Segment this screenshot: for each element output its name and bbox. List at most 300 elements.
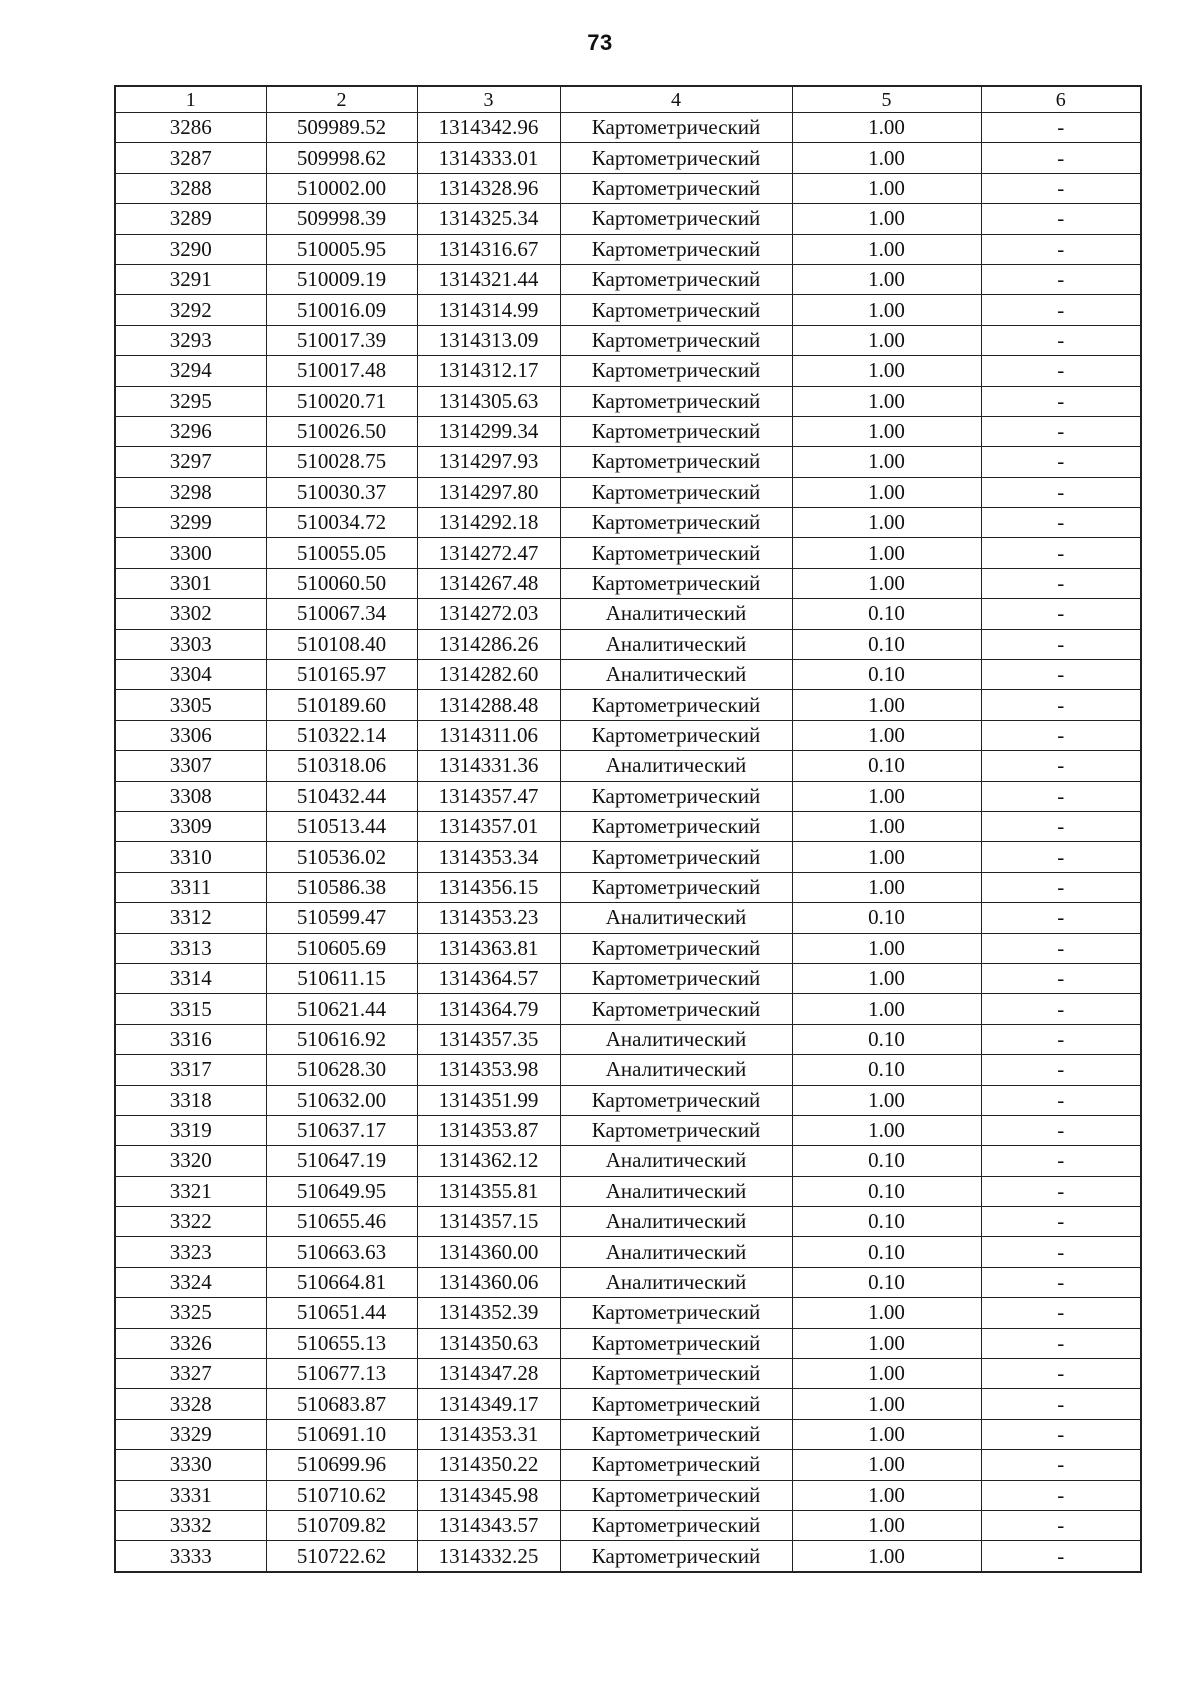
accuracy-cell: 1.00	[792, 1115, 981, 1145]
y-coordinate-cell: 1314312.17	[417, 356, 560, 386]
y-coordinate-cell: 1314351.99	[417, 1085, 560, 1115]
method-cell: Аналитический	[560, 629, 792, 659]
y-coordinate-cell: 1314342.96	[417, 113, 560, 143]
point-number-cell: 3306	[115, 720, 266, 750]
column-header: 6	[981, 86, 1141, 113]
y-coordinate-cell: 1314360.00	[417, 1237, 560, 1267]
y-coordinate-cell: 1314363.81	[417, 933, 560, 963]
y-coordinate-cell: 1314357.01	[417, 811, 560, 841]
accuracy-cell: 0.10	[792, 1024, 981, 1054]
table-row	[115, 720, 1141, 750]
x-coordinate-cell: 510016.09	[266, 295, 417, 325]
table-row	[115, 933, 1141, 963]
y-coordinate-cell: 1314292.18	[417, 508, 560, 538]
note-cell: -	[981, 751, 1141, 781]
method-cell: Картометрический	[560, 477, 792, 507]
table-row	[115, 447, 1141, 477]
x-coordinate-cell: 510002.00	[266, 173, 417, 203]
point-number-cell: 3286	[115, 113, 266, 143]
point-number-cell: 3302	[115, 599, 266, 629]
method-cell: Картометрический	[560, 1298, 792, 1328]
point-number-cell: 3311	[115, 872, 266, 902]
note-cell: -	[981, 447, 1141, 477]
table-row	[115, 872, 1141, 902]
method-cell: Картометрический	[560, 963, 792, 993]
note-cell: -	[981, 1237, 1141, 1267]
table-row	[115, 1055, 1141, 1085]
accuracy-cell: 1.00	[792, 143, 981, 173]
note-cell: -	[981, 204, 1141, 234]
point-number-cell: 3332	[115, 1510, 266, 1540]
x-coordinate-cell: 510637.17	[266, 1115, 417, 1145]
x-coordinate-cell: 510318.06	[266, 751, 417, 781]
method-cell: Картометрический	[560, 1359, 792, 1389]
table-row	[115, 234, 1141, 264]
y-coordinate-cell: 1314360.06	[417, 1267, 560, 1297]
method-cell: Аналитический	[560, 1146, 792, 1176]
method-cell: Картометрический	[560, 1450, 792, 1480]
method-cell: Картометрический	[560, 264, 792, 294]
accuracy-cell: 1.00	[792, 690, 981, 720]
x-coordinate-cell: 510189.60	[266, 690, 417, 720]
y-coordinate-cell: 1314286.26	[417, 629, 560, 659]
x-coordinate-cell: 509998.62	[266, 143, 417, 173]
accuracy-cell: 1.00	[792, 386, 981, 416]
accuracy-cell: 1.00	[792, 1085, 981, 1115]
page-number: 73	[587, 30, 613, 55]
method-cell: Картометрический	[560, 568, 792, 598]
method-cell: Картометрический	[560, 811, 792, 841]
method-cell: Картометрический	[560, 781, 792, 811]
y-coordinate-cell: 1314305.63	[417, 386, 560, 416]
point-number-cell: 3287	[115, 143, 266, 173]
x-coordinate-cell: 510060.50	[266, 568, 417, 598]
y-coordinate-cell: 1314345.98	[417, 1480, 560, 1510]
header-row	[115, 86, 1141, 113]
column-header: 5	[792, 86, 981, 113]
method-cell: Картометрический	[560, 508, 792, 538]
method-cell: Картометрический	[560, 356, 792, 386]
method-cell: Картометрический	[560, 1389, 792, 1419]
x-coordinate-cell: 510322.14	[266, 720, 417, 750]
point-number-cell: 3330	[115, 1450, 266, 1480]
table-row	[115, 1085, 1141, 1115]
y-coordinate-cell: 1314267.48	[417, 568, 560, 598]
table-row	[115, 1359, 1141, 1389]
y-coordinate-cell: 1314353.34	[417, 842, 560, 872]
note-cell: -	[981, 1328, 1141, 1358]
table-row	[115, 629, 1141, 659]
note-cell: -	[981, 1541, 1141, 1572]
note-cell: -	[981, 1055, 1141, 1085]
table-row	[115, 1419, 1141, 1449]
y-coordinate-cell: 1314349.17	[417, 1389, 560, 1419]
table-body	[115, 113, 1141, 1572]
y-coordinate-cell: 1314355.81	[417, 1176, 560, 1206]
y-coordinate-cell: 1314353.23	[417, 903, 560, 933]
accuracy-cell: 1.00	[792, 872, 981, 902]
x-coordinate-cell: 509998.39	[266, 204, 417, 234]
x-coordinate-cell: 510005.95	[266, 234, 417, 264]
method-cell: Картометрический	[560, 416, 792, 446]
x-coordinate-cell: 510017.48	[266, 356, 417, 386]
x-coordinate-cell: 510108.40	[266, 629, 417, 659]
table-row	[115, 1207, 1141, 1237]
accuracy-cell: 0.10	[792, 1146, 981, 1176]
note-cell: -	[981, 842, 1141, 872]
note-cell: -	[981, 933, 1141, 963]
y-coordinate-cell: 1314331.36	[417, 751, 560, 781]
x-coordinate-cell: 510647.19	[266, 1146, 417, 1176]
note-cell: -	[981, 1419, 1141, 1449]
method-cell: Картометрический	[560, 842, 792, 872]
point-number-cell: 3314	[115, 963, 266, 993]
note-cell: -	[981, 416, 1141, 446]
x-coordinate-cell: 510028.75	[266, 447, 417, 477]
table-row	[115, 477, 1141, 507]
table-row	[115, 264, 1141, 294]
point-number-cell: 3307	[115, 751, 266, 781]
y-coordinate-cell: 1314364.57	[417, 963, 560, 993]
note-cell: -	[981, 1176, 1141, 1206]
point-number-cell: 3321	[115, 1176, 266, 1206]
accuracy-cell: 0.10	[792, 1176, 981, 1206]
y-coordinate-cell: 1314333.01	[417, 143, 560, 173]
method-cell: Картометрический	[560, 173, 792, 203]
method-cell: Аналитический	[560, 1024, 792, 1054]
method-cell: Картометрический	[560, 1510, 792, 1540]
table-row	[115, 660, 1141, 690]
note-cell: -	[981, 386, 1141, 416]
accuracy-cell: 1.00	[792, 204, 981, 234]
table-row	[115, 811, 1141, 841]
note-cell: -	[981, 234, 1141, 264]
x-coordinate-cell: 509989.52	[266, 113, 417, 143]
method-cell: Картометрический	[560, 447, 792, 477]
table-row	[115, 295, 1141, 325]
accuracy-cell: 1.00	[792, 811, 981, 841]
y-coordinate-cell: 1314316.67	[417, 234, 560, 264]
y-coordinate-cell: 1314321.44	[417, 264, 560, 294]
point-number-cell: 3313	[115, 933, 266, 963]
x-coordinate-cell: 510710.62	[266, 1480, 417, 1510]
method-cell: Картометрический	[560, 720, 792, 750]
accuracy-cell: 1.00	[792, 1510, 981, 1540]
method-cell: Картометрический	[560, 143, 792, 173]
point-number-cell: 3322	[115, 1207, 266, 1237]
table-row	[115, 1389, 1141, 1419]
method-cell: Картометрический	[560, 1419, 792, 1449]
accuracy-cell: 1.00	[792, 325, 981, 355]
table-row	[115, 1115, 1141, 1145]
x-coordinate-cell: 510030.37	[266, 477, 417, 507]
point-number-cell: 3292	[115, 295, 266, 325]
point-number-cell: 3326	[115, 1328, 266, 1358]
y-coordinate-cell: 1314299.34	[417, 416, 560, 446]
accuracy-cell: 1.00	[792, 508, 981, 538]
x-coordinate-cell: 510649.95	[266, 1176, 417, 1206]
y-coordinate-cell: 1314313.09	[417, 325, 560, 355]
x-coordinate-cell: 510009.19	[266, 264, 417, 294]
accuracy-cell: 0.10	[792, 1055, 981, 1085]
x-coordinate-cell: 510677.13	[266, 1359, 417, 1389]
accuracy-cell: 1.00	[792, 173, 981, 203]
x-coordinate-cell: 510621.44	[266, 994, 417, 1024]
method-cell: Картометрический	[560, 113, 792, 143]
method-cell: Картометрический	[560, 690, 792, 720]
y-coordinate-cell: 1314288.48	[417, 690, 560, 720]
y-coordinate-cell: 1314353.31	[417, 1419, 560, 1449]
table-row	[115, 1024, 1141, 1054]
x-coordinate-cell: 510663.63	[266, 1237, 417, 1267]
y-coordinate-cell: 1314353.98	[417, 1055, 560, 1085]
point-number-cell: 3290	[115, 234, 266, 264]
x-coordinate-cell: 510067.34	[266, 599, 417, 629]
note-cell: -	[981, 538, 1141, 568]
note-cell: -	[981, 113, 1141, 143]
method-cell: Аналитический	[560, 1207, 792, 1237]
method-cell: Картометрический	[560, 204, 792, 234]
y-coordinate-cell: 1314350.63	[417, 1328, 560, 1358]
table-row	[115, 963, 1141, 993]
table-row	[115, 1450, 1141, 1480]
y-coordinate-cell: 1314357.35	[417, 1024, 560, 1054]
note-cell: -	[981, 1480, 1141, 1510]
accuracy-cell: 0.10	[792, 903, 981, 933]
x-coordinate-cell: 510632.00	[266, 1085, 417, 1115]
accuracy-cell: 1.00	[792, 1328, 981, 1358]
table-row	[115, 356, 1141, 386]
point-number-cell: 3319	[115, 1115, 266, 1145]
method-cell: Аналитический	[560, 599, 792, 629]
y-coordinate-cell: 1314352.39	[417, 1298, 560, 1328]
accuracy-cell: 1.00	[792, 538, 981, 568]
table-row	[115, 1298, 1141, 1328]
point-number-cell: 3298	[115, 477, 266, 507]
y-coordinate-cell: 1314282.60	[417, 660, 560, 690]
accuracy-cell: 1.00	[792, 234, 981, 264]
note-cell: -	[981, 629, 1141, 659]
x-coordinate-cell: 510709.82	[266, 1510, 417, 1540]
note-cell: -	[981, 325, 1141, 355]
table-row	[115, 416, 1141, 446]
accuracy-cell: 1.00	[792, 1419, 981, 1449]
y-coordinate-cell: 1314297.93	[417, 447, 560, 477]
table-row	[115, 1267, 1141, 1297]
point-number-cell: 3295	[115, 386, 266, 416]
note-cell: -	[981, 1207, 1141, 1237]
y-coordinate-cell: 1314311.06	[417, 720, 560, 750]
x-coordinate-cell: 510536.02	[266, 842, 417, 872]
point-number-cell: 3312	[115, 903, 266, 933]
x-coordinate-cell: 510628.30	[266, 1055, 417, 1085]
note-cell: -	[981, 599, 1141, 629]
y-coordinate-cell: 1314272.03	[417, 599, 560, 629]
accuracy-cell: 1.00	[792, 1541, 981, 1572]
table-row	[115, 508, 1141, 538]
method-cell: Картометрический	[560, 872, 792, 902]
note-cell: -	[981, 173, 1141, 203]
point-number-cell: 3293	[115, 325, 266, 355]
accuracy-cell: 1.00	[792, 1298, 981, 1328]
point-number-cell: 3327	[115, 1359, 266, 1389]
method-cell: Аналитический	[560, 751, 792, 781]
x-coordinate-cell: 510020.71	[266, 386, 417, 416]
note-cell: -	[981, 903, 1141, 933]
point-number-cell: 3333	[115, 1541, 266, 1572]
point-number-cell: 3297	[115, 447, 266, 477]
point-number-cell: 3294	[115, 356, 266, 386]
accuracy-cell: 1.00	[792, 720, 981, 750]
y-coordinate-cell: 1314364.79	[417, 994, 560, 1024]
accuracy-cell: 1.00	[792, 356, 981, 386]
point-number-cell: 3323	[115, 1237, 266, 1267]
y-coordinate-cell: 1314325.34	[417, 204, 560, 234]
table-row	[115, 173, 1141, 203]
method-cell: Аналитический	[560, 1055, 792, 1085]
point-number-cell: 3320	[115, 1146, 266, 1176]
point-number-cell: 3315	[115, 994, 266, 1024]
table-row	[115, 1510, 1141, 1540]
accuracy-cell: 1.00	[792, 264, 981, 294]
table-row	[115, 204, 1141, 234]
column-header: 1	[115, 86, 266, 113]
x-coordinate-cell: 510605.69	[266, 933, 417, 963]
accuracy-cell: 1.00	[792, 1450, 981, 1480]
note-cell: -	[981, 1510, 1141, 1540]
accuracy-cell: 1.00	[792, 447, 981, 477]
note-cell: -	[981, 1359, 1141, 1389]
table-row	[115, 781, 1141, 811]
point-number-cell: 3331	[115, 1480, 266, 1510]
accuracy-cell: 0.10	[792, 1237, 981, 1267]
table-row	[115, 1176, 1141, 1206]
y-coordinate-cell: 1314272.47	[417, 538, 560, 568]
table-row	[115, 903, 1141, 933]
point-number-cell: 3305	[115, 690, 266, 720]
x-coordinate-cell: 510165.97	[266, 660, 417, 690]
table-row	[115, 568, 1141, 598]
x-coordinate-cell: 510616.92	[266, 1024, 417, 1054]
table-row	[115, 1328, 1141, 1358]
accuracy-cell: 1.00	[792, 781, 981, 811]
x-coordinate-cell: 510586.38	[266, 872, 417, 902]
x-coordinate-cell: 510599.47	[266, 903, 417, 933]
point-number-cell: 3328	[115, 1389, 266, 1419]
accuracy-cell: 0.10	[792, 629, 981, 659]
table-row	[115, 538, 1141, 568]
point-number-cell: 3296	[115, 416, 266, 446]
method-cell: Картометрический	[560, 234, 792, 264]
note-cell: -	[981, 963, 1141, 993]
coordinates-table	[114, 85, 1142, 1573]
x-coordinate-cell: 510655.46	[266, 1207, 417, 1237]
accuracy-cell: 0.10	[792, 1267, 981, 1297]
accuracy-cell: 0.10	[792, 1207, 981, 1237]
y-coordinate-cell: 1314297.80	[417, 477, 560, 507]
note-cell: -	[981, 264, 1141, 294]
column-header: 3	[417, 86, 560, 113]
method-cell: Картометрический	[560, 386, 792, 416]
table-row	[115, 1146, 1141, 1176]
accuracy-cell: 1.00	[792, 1359, 981, 1389]
accuracy-cell: 1.00	[792, 416, 981, 446]
note-cell: -	[981, 1389, 1141, 1419]
table-row	[115, 994, 1141, 1024]
note-cell: -	[981, 568, 1141, 598]
y-coordinate-cell: 1314357.47	[417, 781, 560, 811]
x-coordinate-cell: 510651.44	[266, 1298, 417, 1328]
x-coordinate-cell: 510513.44	[266, 811, 417, 841]
method-cell: Аналитический	[560, 1267, 792, 1297]
accuracy-cell: 1.00	[792, 1389, 981, 1419]
method-cell: Аналитический	[560, 1176, 792, 1206]
accuracy-cell: 1.00	[792, 1480, 981, 1510]
note-cell: -	[981, 811, 1141, 841]
point-number-cell: 3325	[115, 1298, 266, 1328]
table-row	[115, 386, 1141, 416]
note-cell: -	[981, 143, 1141, 173]
accuracy-cell: 1.00	[792, 994, 981, 1024]
x-coordinate-cell: 510691.10	[266, 1419, 417, 1449]
y-coordinate-cell: 1314353.87	[417, 1115, 560, 1145]
point-number-cell: 3324	[115, 1267, 266, 1297]
note-cell: -	[981, 508, 1141, 538]
note-cell: -	[981, 356, 1141, 386]
point-number-cell: 3304	[115, 660, 266, 690]
note-cell: -	[981, 994, 1141, 1024]
accuracy-cell: 1.00	[792, 113, 981, 143]
point-number-cell: 3291	[115, 264, 266, 294]
method-cell: Картометрический	[560, 1115, 792, 1145]
note-cell: -	[981, 660, 1141, 690]
table-row	[115, 842, 1141, 872]
point-number-cell: 3329	[115, 1419, 266, 1449]
note-cell: -	[981, 781, 1141, 811]
method-cell: Аналитический	[560, 903, 792, 933]
table-row	[115, 143, 1141, 173]
point-number-cell: 3316	[115, 1024, 266, 1054]
x-coordinate-cell: 510026.50	[266, 416, 417, 446]
x-coordinate-cell: 510611.15	[266, 963, 417, 993]
accuracy-cell: 1.00	[792, 842, 981, 872]
point-number-cell: 3317	[115, 1055, 266, 1085]
point-number-cell: 3289	[115, 204, 266, 234]
accuracy-cell: 1.00	[792, 963, 981, 993]
note-cell: -	[981, 1115, 1141, 1145]
method-cell: Картометрический	[560, 994, 792, 1024]
method-cell: Картометрический	[560, 295, 792, 325]
point-number-cell: 3301	[115, 568, 266, 598]
x-coordinate-cell: 510683.87	[266, 1389, 417, 1419]
column-header: 2	[266, 86, 417, 113]
method-cell: Картометрический	[560, 1085, 792, 1115]
y-coordinate-cell: 1314350.22	[417, 1450, 560, 1480]
method-cell: Картометрический	[560, 1480, 792, 1510]
x-coordinate-cell: 510655.13	[266, 1328, 417, 1358]
method-cell: Аналитический	[560, 660, 792, 690]
x-coordinate-cell: 510699.96	[266, 1450, 417, 1480]
y-coordinate-cell: 1314347.28	[417, 1359, 560, 1389]
point-number-cell: 3299	[115, 508, 266, 538]
x-coordinate-cell: 510432.44	[266, 781, 417, 811]
y-coordinate-cell: 1314356.15	[417, 872, 560, 902]
table-row	[115, 1480, 1141, 1510]
accuracy-cell: 0.10	[792, 751, 981, 781]
note-cell: -	[981, 295, 1141, 325]
column-header: 4	[560, 86, 792, 113]
method-cell: Картометрический	[560, 1541, 792, 1572]
